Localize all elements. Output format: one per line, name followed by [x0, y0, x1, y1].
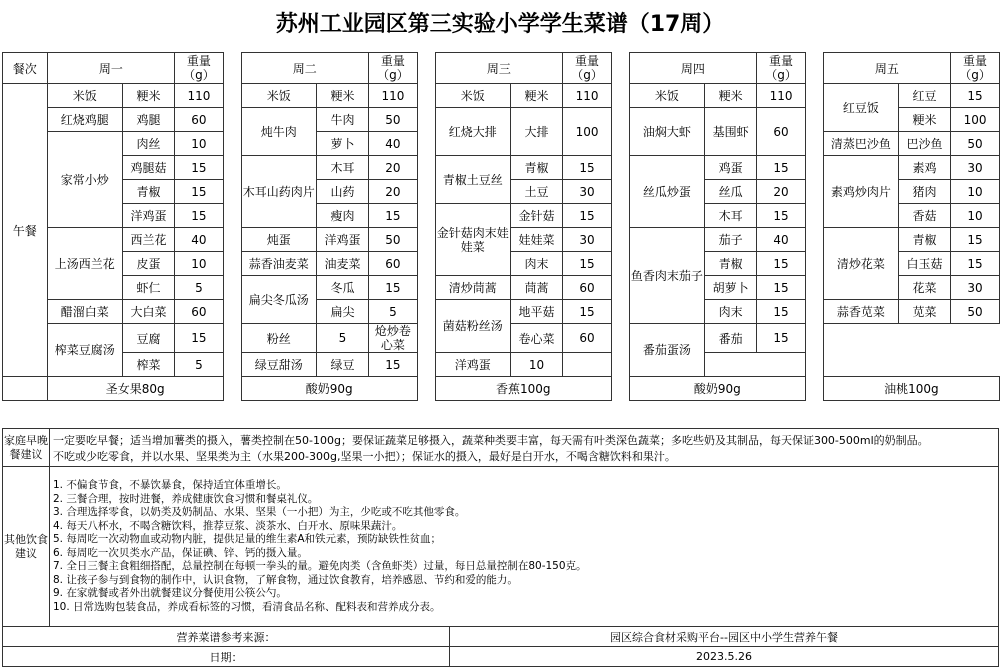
- ingredient: 皮蛋: [122, 252, 174, 276]
- ingredient: 洋鸡蛋: [122, 204, 174, 228]
- snack: 酸奶90g: [629, 377, 805, 401]
- ingredient-weight: 60: [563, 276, 612, 300]
- ingredient: 洋鸡蛋: [316, 228, 368, 252]
- ingredient: 扁尖: [316, 300, 368, 324]
- column-gap: [611, 377, 629, 401]
- ingredient: 红豆: [899, 84, 951, 108]
- advice-item: 2. 三餐合理，按时进餐，养成健康饮食习惯和餐桌礼仪。: [53, 492, 319, 505]
- other-diet-advice-label: 其他饮食建议: [3, 467, 50, 627]
- ingredient-weight: 110: [175, 84, 224, 108]
- family-meal-advice-label: 家庭早晚餐建议: [3, 429, 50, 467]
- ingredient: 肉末: [705, 300, 757, 324]
- column-gap: [805, 53, 823, 84]
- ingredient-weight: 15: [175, 180, 224, 204]
- ingredient-weight: 20: [369, 156, 418, 180]
- meal-column-header: 餐次: [3, 53, 48, 84]
- dish-name: 清蒸巴沙鱼: [823, 132, 898, 156]
- ingredient-weight: 15: [563, 156, 612, 180]
- ingredient-weight: 30: [563, 180, 612, 204]
- snack-label-cell: [3, 377, 48, 401]
- dish-name: 榨菜豆腐汤: [47, 324, 122, 377]
- dish-name: 青椒土豆丝: [435, 156, 510, 204]
- weight-label: 重量: [186, 54, 211, 68]
- dish-name: 清炒茼蒿: [435, 276, 510, 300]
- dish-name: 金针菇肉末娃娃菜: [435, 204, 510, 276]
- advice-item: 5. 每周吃一次动物血或动物内脏，提供足量的维生素A和铁元素，预防缺铁性贫血；: [53, 533, 442, 545]
- dish-name: 扁尖冬瓜汤: [241, 276, 316, 324]
- dish-name: 红烧大排: [435, 108, 510, 156]
- day-header: 周二: [241, 53, 368, 84]
- ingredient-weight: 10: [951, 204, 1000, 228]
- ingredient: 娃娃菜: [510, 228, 562, 252]
- dish-name: 炝炒卷心菜: [369, 324, 418, 353]
- ingredient: 青椒: [705, 252, 757, 276]
- dish-name: 米饭: [47, 84, 122, 108]
- dish-name: 炖牛肉: [241, 108, 316, 156]
- ingredient-weight: 50: [951, 300, 1000, 324]
- ingredient-weight: 5: [175, 353, 224, 377]
- ingredient-weight: 5: [175, 276, 224, 300]
- ingredient-weight: 50: [951, 132, 1000, 156]
- weight-unit: （g）: [765, 68, 797, 82]
- ingredient-weight: 15: [369, 204, 418, 228]
- ingredient-weight: 15: [175, 156, 224, 180]
- ingredient-weight: 30: [951, 276, 1000, 300]
- ingredient: 粉丝: [241, 324, 316, 353]
- ingredient-weight: 15: [757, 276, 806, 300]
- column-gap: [611, 84, 629, 377]
- ingredient: 豆腐: [122, 324, 174, 353]
- ingredient: 榨菜: [122, 353, 174, 377]
- ingredient: 猪肉: [899, 180, 951, 204]
- ingredient-weight: 15: [369, 353, 418, 377]
- ingredient: 西兰花: [122, 228, 174, 252]
- advice-item: 7. 全日三餐主食粗细搭配，总量控制在每顿一拳头的量。避免肉类（含鱼虾类）过量，每日总量控制在80-150克。: [53, 560, 587, 572]
- ingredient-weight: 15: [757, 204, 806, 228]
- dish-name: 丝瓜炒蛋: [629, 156, 704, 228]
- ingredient-weight: 40: [175, 228, 224, 252]
- ingredient-weight: 110: [369, 84, 418, 108]
- ingredient: 油麦菜: [316, 252, 368, 276]
- dish-name: 米饭: [435, 84, 510, 108]
- snack: 油桃100g: [823, 377, 999, 401]
- advice-item: 8. 让孩子参与到食物的制作中，认识食物，了解食物，通过饮食教育，培养感恩、节约和爱的能力。: [53, 573, 518, 586]
- dish-name: 绿豆甜汤: [241, 353, 316, 377]
- ingredient-weight: 20: [369, 180, 418, 204]
- ingredient: 洋鸡蛋: [435, 353, 510, 377]
- menu-table: [2, 52, 1000, 401]
- ingredient: 白玉菇: [899, 252, 951, 276]
- weight-label: 重量: [769, 54, 794, 68]
- column-gap: [417, 84, 435, 377]
- ingredient: 卷心菜: [510, 324, 562, 353]
- advice-item: 9. 在家就餐或者外出就餐建议分餐使用公筷公勺。: [53, 587, 287, 599]
- ingredient: 基围虾: [705, 108, 757, 156]
- dish-name: 番茄蛋汤: [629, 324, 704, 377]
- ingredient-weight: 15: [369, 276, 418, 300]
- ingredient: 地平菇: [510, 300, 562, 324]
- column-gap: [223, 84, 241, 377]
- dish-name: 油焖大虾: [629, 108, 704, 156]
- column-gap: [805, 377, 823, 401]
- other-diet-advice: [50, 467, 999, 627]
- dish-name: 红烧鸡腿: [47, 108, 122, 132]
- source-value: 园区综合食材采购平台--园区中小学生营养午餐: [450, 627, 999, 647]
- dish-name: 红豆饭: [823, 84, 898, 132]
- column-gap: [805, 84, 823, 377]
- ingredient: 素鸡: [899, 156, 951, 180]
- ingredient: 胡萝卜: [705, 276, 757, 300]
- source-label: 营养菜谱参考来源：: [3, 627, 450, 647]
- ingredient: 粳米: [316, 84, 368, 108]
- ingredient-weight: 30: [563, 228, 612, 252]
- column-gap: [223, 377, 241, 401]
- ingredient: 肉丝: [122, 132, 174, 156]
- dish-name: 素鸡炒肉片: [823, 156, 898, 228]
- weight-unit: （g）: [183, 68, 215, 82]
- ingredient-weight: 15: [563, 252, 612, 276]
- ingredient: 粳米: [899, 108, 951, 132]
- ingredient-weight: 100: [563, 108, 612, 156]
- ingredient: 丝瓜: [705, 180, 757, 204]
- weight-header: [369, 53, 418, 84]
- column-gap: [223, 53, 241, 84]
- ingredient-weight: 10: [951, 180, 1000, 204]
- ingredient: 青椒: [122, 180, 174, 204]
- dish-name: 菌菇粉丝汤: [435, 300, 510, 353]
- dish-name: 炖蛋: [241, 228, 316, 252]
- ingredient-weight: 15: [951, 252, 1000, 276]
- family-meal-advice: [50, 429, 999, 467]
- ingredient-weight: 50: [369, 108, 418, 132]
- ingredient: 鸡蛋: [705, 156, 757, 180]
- advice-table: [2, 428, 999, 667]
- dish-name: 蒜香油麦菜: [241, 252, 316, 276]
- weight-unit: （g）: [377, 68, 409, 82]
- weight-label: 重量: [575, 54, 600, 68]
- dish-name: 清炒花菜: [823, 228, 898, 300]
- advice-item: 3. 合理选择零食，以奶类及奶制品、水果、坚果（一小把）为主，少吃或不吃其他零食。: [53, 506, 466, 518]
- ingredient: 番茄: [705, 324, 757, 353]
- weight-header: [757, 53, 806, 84]
- dish-name: 木耳山药肉片: [241, 156, 316, 228]
- snack: 酸奶90g: [241, 377, 417, 401]
- ingredient: 茼蒿: [510, 276, 562, 300]
- ingredient: 瘦肉: [316, 204, 368, 228]
- ingredient: 牛肉: [316, 108, 368, 132]
- snack: 圣女果80g: [47, 377, 223, 401]
- ingredient-weight: 60: [175, 300, 224, 324]
- dish-name: 米饭: [241, 84, 316, 108]
- advice-item: 10. 日常选购包装食品，养成看标签的习惯，看清食品名称、配料表和营养成分表。: [53, 600, 441, 613]
- ingredient: 金针菇: [510, 204, 562, 228]
- ingredient-weight: 15: [563, 300, 612, 324]
- ingredient: 山药: [316, 180, 368, 204]
- ingredient: 萝卜: [316, 132, 368, 156]
- meal-label: 午餐: [3, 84, 48, 377]
- weight-header: [563, 53, 612, 84]
- ingredient-weight: 110: [563, 84, 612, 108]
- advice-line-1: 一定要吃早餐；适当增加薯类的摄入，薯类控制在50-100g；要保证蔬菜足够摄入，蔬菜种类要丰富，每天需有叶类深色蔬菜；多吃些奶及其制品，每天保证300-500ml的奶制品。: [53, 433, 929, 447]
- ingredient: 鸡腿: [122, 108, 174, 132]
- column-gap: [611, 53, 629, 84]
- day-header: 周五: [823, 53, 950, 84]
- ingredient: 茄子: [705, 228, 757, 252]
- ingredient-weight: 60: [175, 108, 224, 132]
- ingredient: 青椒: [899, 228, 951, 252]
- ingredient: 虾仁: [122, 276, 174, 300]
- ingredient-weight: 10: [175, 252, 224, 276]
- ingredient-weight: 10: [175, 132, 224, 156]
- ingredient: 粳米: [122, 84, 174, 108]
- ingredient: 香菇: [899, 204, 951, 228]
- ingredient: 花菜: [899, 276, 951, 300]
- ingredient-weight: 5: [316, 324, 368, 353]
- column-gap: [417, 377, 435, 401]
- snack: 香蕉100g: [435, 377, 611, 401]
- weight-unit: （g）: [959, 68, 991, 82]
- ingredient: 粳米: [510, 84, 562, 108]
- ingredient-weight: 60: [369, 252, 418, 276]
- ingredient: 粳米: [705, 84, 757, 108]
- ingredient-weight: 40: [757, 228, 806, 252]
- ingredient-weight: 10: [510, 353, 562, 377]
- ingredient-weight: 15: [175, 204, 224, 228]
- weight-header: [951, 53, 1000, 84]
- date-value: 2023.5.26: [450, 647, 999, 667]
- ingredient: 绿豆: [316, 353, 368, 377]
- column-gap: [417, 53, 435, 84]
- ingredient-weight: 15: [563, 204, 612, 228]
- ingredient-weight: 15: [757, 252, 806, 276]
- ingredient: 木耳: [705, 204, 757, 228]
- dish-name: 醋溜白菜: [47, 300, 122, 324]
- ingredient-weight: 15: [757, 300, 806, 324]
- advice-line-2: 不吃或少吃零食，并以水果、坚果类为主（水果200-300g,坚果一小把）；保证水的摄入，最好是白开水，不喝含糖饮料和果汁。: [53, 449, 676, 463]
- day-header: 周一: [47, 53, 174, 84]
- ingredient: 大排: [510, 108, 562, 156]
- ingredient: 鸡腿菇: [122, 156, 174, 180]
- day-header: 周四: [629, 53, 756, 84]
- ingredient-weight: 20: [757, 180, 806, 204]
- ingredient-weight: 15: [951, 84, 1000, 108]
- ingredient-weight: 15: [175, 324, 224, 353]
- ingredient: 木耳: [316, 156, 368, 180]
- ingredient-weight: 5: [369, 300, 418, 324]
- ingredient: 大白菜: [122, 300, 174, 324]
- advice-item: 6. 每周吃一次贝类水产品，保证碘、锌、钙的摄入量。: [53, 546, 308, 559]
- ingredient-weight: 100: [951, 108, 1000, 132]
- day-header: 周三: [435, 53, 563, 84]
- weight-label: 重量: [963, 54, 988, 68]
- ingredient: 土豆: [510, 180, 562, 204]
- ingredient-weight: 60: [563, 324, 612, 353]
- advice-item: 4. 每天八杯水，不喝含糖饮料，推荐豆浆、淡茶水、白开水、原味果蔬汁。: [53, 519, 403, 532]
- dish-name: 家常小炒: [47, 132, 122, 228]
- ingredient-weight: 15: [757, 324, 806, 353]
- ingredient-weight: 50: [369, 228, 418, 252]
- weight-unit: （g）: [571, 68, 603, 82]
- dish-name: 上汤西兰花: [47, 228, 122, 300]
- ingredient: 巴沙鱼: [899, 132, 951, 156]
- weight-label: 重量: [380, 54, 405, 68]
- weight-header: [175, 53, 224, 84]
- ingredient: 肉末: [510, 252, 562, 276]
- dish-name: 鱼香肉末茄子: [629, 228, 704, 324]
- ingredient-weight: 30: [951, 156, 1000, 180]
- ingredient-weight: 60: [757, 108, 806, 156]
- ingredient: 青椒: [510, 156, 562, 180]
- ingredient-weight: 110: [757, 84, 806, 108]
- date-label: 日期：: [3, 647, 450, 667]
- advice-item: 1. 不偏食节食，不暴饮暴食，保持适宜体重增长。: [53, 479, 287, 491]
- page-title: 苏州工业园区第三实验小学学生菜谱（17周）: [275, 12, 725, 37]
- dish-name: 蒜香苋菜: [823, 300, 898, 324]
- ingredient-weight: 15: [757, 156, 806, 180]
- ingredient: 冬瓜: [316, 276, 368, 300]
- ingredient-weight: 40: [369, 132, 418, 156]
- dish-name: 米饭: [629, 84, 704, 108]
- ingredient: 苋菜: [899, 300, 951, 324]
- ingredient-weight: 15: [951, 228, 1000, 252]
